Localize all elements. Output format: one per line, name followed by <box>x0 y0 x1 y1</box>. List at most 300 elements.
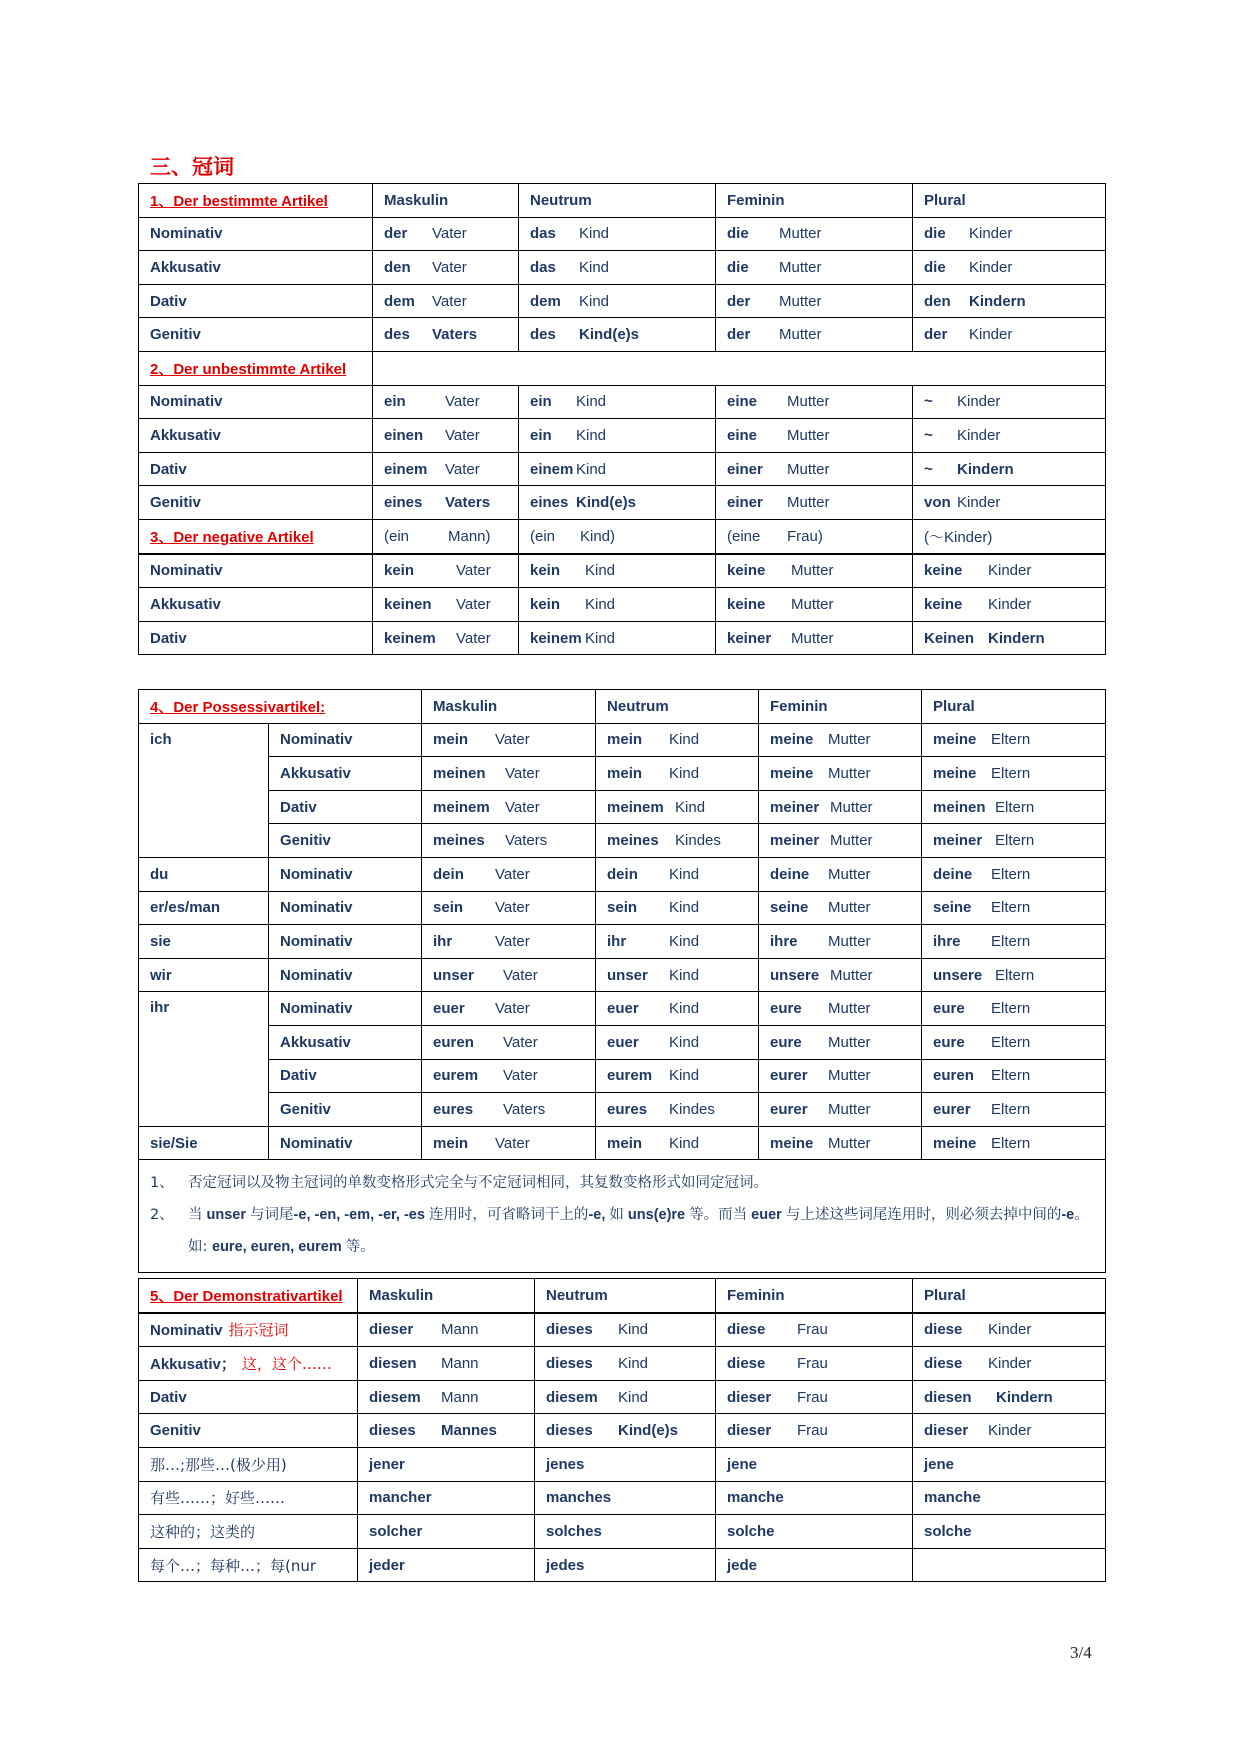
case-label <box>139 1347 358 1381</box>
noun-form: Vater <box>505 764 540 782</box>
pronoun-label: er/es/man <box>139 891 269 925</box>
declension-cell <box>596 925 759 959</box>
case-label: Genitiv <box>139 486 373 520</box>
declension-cell <box>358 1347 535 1381</box>
declension-cell <box>716 1347 913 1381</box>
example-cell <box>373 519 519 553</box>
note-fragment: eure, euren, eurem <box>212 1239 346 1256</box>
declension-cell <box>716 251 913 285</box>
article-form: einer <box>727 460 763 478</box>
table-row <box>139 1447 1106 1481</box>
declension-cell <box>716 1414 913 1448</box>
noun-form: Mann <box>441 1321 479 1339</box>
article-form: manche <box>716 1481 913 1515</box>
notes-cell <box>139 1160 1106 1273</box>
case-label: Nominativ <box>269 891 422 925</box>
article-form: kein <box>530 562 561 580</box>
case-label: Akkusativ <box>139 251 373 285</box>
demonstrative-table-body <box>139 1279 1106 1582</box>
article-form: meine <box>770 1134 814 1152</box>
table-row <box>139 992 1106 1026</box>
declension-cell <box>596 1126 759 1160</box>
declension-cell <box>519 318 716 352</box>
gender-header: Feminin <box>759 690 922 724</box>
declension-cell <box>535 1313 716 1347</box>
declension-cell <box>716 318 913 352</box>
article-form: meine <box>933 1134 977 1152</box>
note-fragment: 连用时，可省略词干上的 <box>428 1207 589 1224</box>
noun-form: Kind(e)s <box>579 326 639 344</box>
noun-form: Kind <box>669 1000 700 1018</box>
pronoun-label: ich <box>139 723 269 857</box>
pronoun-label: du <box>139 857 269 891</box>
table-row <box>139 1093 1106 1127</box>
article-form: eures <box>433 1100 474 1118</box>
noun-form: Mutter <box>828 1100 871 1118</box>
declension-cell <box>519 486 716 520</box>
noun-form: Mann <box>441 1388 479 1406</box>
noun-form: Eltern <box>995 832 1035 850</box>
article-form: diese <box>924 1354 963 1372</box>
declension-cell <box>913 452 1106 486</box>
declension-cell <box>913 251 1106 285</box>
article-form: keinem <box>530 629 582 647</box>
noun-form: Vater <box>432 258 467 276</box>
article-form: dein <box>607 865 638 883</box>
example-noun: Frau) <box>787 527 823 545</box>
gender-header: Feminin <box>716 184 913 218</box>
declension-cell <box>422 958 596 992</box>
article-form: die <box>727 258 749 276</box>
declension-cell <box>759 723 922 757</box>
declension-cell <box>596 958 759 992</box>
article-form: dem <box>384 292 415 310</box>
declension-cell <box>596 723 759 757</box>
declension-cell <box>358 1313 535 1347</box>
declension-cell <box>535 1414 716 1448</box>
case-label: Dativ <box>139 621 373 655</box>
demonstrative-table <box>138 1278 1106 1582</box>
article-form: solches <box>535 1515 716 1549</box>
declension-cell <box>759 958 922 992</box>
example-noun: Mann) <box>448 527 491 545</box>
article-form: keiner <box>727 629 772 647</box>
noun-form: Vater <box>456 562 491 580</box>
section-title: 4、Der Possessivartikel: <box>139 690 422 724</box>
noun-form: Frau <box>797 1388 828 1406</box>
noun-form: Eltern <box>995 798 1035 816</box>
noun-form: Kinder <box>957 393 1001 411</box>
declension-cell <box>422 1025 596 1059</box>
article-form: den <box>384 258 411 276</box>
possessive-table-body <box>139 690 1106 1273</box>
article-form: jene <box>913 1447 1106 1481</box>
note-fragment: 等。 <box>345 1239 375 1256</box>
article-form: mein <box>607 731 643 749</box>
case-label: Nominativ <box>269 992 422 1026</box>
noun-form: Mannes <box>441 1422 497 1440</box>
declension-cell <box>519 419 716 453</box>
noun-form: Kind <box>576 460 607 478</box>
table-row <box>139 790 1106 824</box>
noun-form: Vater <box>456 629 491 647</box>
declension-cell <box>759 925 922 959</box>
table-row <box>139 857 1106 891</box>
article-form: manches <box>535 1481 716 1515</box>
article-form: ein <box>384 393 406 411</box>
declension-cell <box>913 318 1106 352</box>
declension-cell <box>759 1025 922 1059</box>
noun-form: Kindes <box>675 832 721 850</box>
note-fragment: uns(e)re <box>623 1207 690 1224</box>
article-form: jede <box>716 1548 913 1582</box>
declension-cell <box>422 1059 596 1093</box>
noun-form: Eltern <box>991 1100 1031 1118</box>
case-label: Akkusativ <box>269 1025 422 1059</box>
declension-cell <box>759 992 922 1026</box>
article-form: euer <box>607 1033 639 1051</box>
table-row <box>139 1548 1106 1582</box>
article-form: unser <box>607 966 648 984</box>
article-form: dieser <box>924 1422 969 1440</box>
note-fragment: 如 <box>609 1207 624 1224</box>
article-form: einem <box>384 460 428 478</box>
declension-cell <box>922 857 1106 891</box>
example-article: (eine <box>727 527 761 545</box>
declension-cell <box>519 621 716 655</box>
note-2 <box>150 1199 1094 1263</box>
article-form: sein <box>607 899 638 917</box>
noun-form: Vater <box>503 1033 538 1051</box>
table-row <box>139 1347 1106 1381</box>
case-label: Genitiv <box>269 1093 422 1127</box>
declension-cell <box>358 1380 535 1414</box>
table-row <box>139 486 1106 520</box>
noun-form: Kind <box>669 932 700 950</box>
table-row <box>139 757 1106 791</box>
article-form: meines <box>607 832 659 850</box>
declension-cell <box>716 621 913 655</box>
article-form: meinen <box>933 798 986 816</box>
article-form: eines <box>384 494 423 512</box>
article-form: deine <box>770 865 810 883</box>
article-form: keine <box>924 562 963 580</box>
noun-form: Vater <box>432 225 467 243</box>
pronoun-label: ihr <box>139 992 269 1126</box>
article-form: euren <box>433 1033 474 1051</box>
declension-cell <box>716 1313 913 1347</box>
page-heading: 三、冠词 <box>150 155 234 179</box>
article-form: unsere <box>770 966 820 984</box>
example-article: (～ <box>924 528 944 546</box>
article-form: manche <box>913 1481 1106 1515</box>
article-form: euer <box>433 1000 465 1018</box>
article-form: euren <box>933 1067 974 1085</box>
article-form: ihr <box>433 932 453 950</box>
article-form: diesen <box>924 1388 972 1406</box>
declension-cell <box>922 790 1106 824</box>
noun-form: Frau <box>797 1354 828 1372</box>
noun-form: Kind <box>669 731 700 749</box>
noun-form: Kind <box>576 393 607 411</box>
noun-form: Eltern <box>991 1134 1031 1152</box>
declension-cell <box>759 790 922 824</box>
article-form: einem <box>530 460 574 478</box>
case-label: Dativ <box>269 1059 422 1093</box>
declension-cell <box>913 588 1106 622</box>
note-fragment: 。如: <box>188 1207 1089 1256</box>
declension-cell <box>422 723 596 757</box>
article-form: unser <box>433 966 474 984</box>
declension-cell <box>596 992 759 1026</box>
noun-form: Mutter <box>828 764 871 782</box>
declension-cell <box>759 824 922 858</box>
note-fragment: -e, <box>588 1207 610 1224</box>
note-fragment: 与上述这些词尾连用时，则必须去掉中间的 <box>785 1207 1062 1224</box>
case-label: Nominativ <box>269 857 422 891</box>
declension-cell <box>922 925 1106 959</box>
note-fragment: 等。而当 <box>689 1207 748 1224</box>
noun-form: Vater <box>445 393 480 411</box>
article-form: eurer <box>770 1100 808 1118</box>
gender-header: Maskulin <box>422 690 596 724</box>
article-form: meine <box>770 731 814 749</box>
article-form: das <box>530 225 556 243</box>
article-form: mancher <box>358 1481 535 1515</box>
case-label: Dativ <box>269 790 422 824</box>
noun-form: Kind(e)s <box>576 494 636 512</box>
article-form: solche <box>716 1515 913 1549</box>
case-label: Akkusativ <box>139 419 373 453</box>
section-title: 2、Der unbestimmte Artikel <box>139 351 373 385</box>
noun-form: Mutter <box>830 832 873 850</box>
article-form: dieser <box>727 1422 772 1440</box>
table-row <box>139 284 1106 318</box>
noun-form: Eltern <box>991 865 1031 883</box>
declension-cell <box>913 217 1106 251</box>
table-row <box>139 1025 1106 1059</box>
noun-form: Kind <box>579 225 610 243</box>
table-row <box>139 723 1106 757</box>
noun-form: Kindern <box>988 629 1045 647</box>
case-label: Nominativ <box>269 1126 422 1160</box>
declension-cell <box>922 891 1106 925</box>
noun-form: Mutter <box>828 1134 871 1152</box>
article-form: dieses <box>546 1422 593 1440</box>
note-fragment: unser <box>202 1207 251 1224</box>
table-row <box>139 385 1106 419</box>
noun-form: Mutter <box>787 460 830 478</box>
pronoun-label: wir <box>139 958 269 992</box>
table-row <box>139 1059 1106 1093</box>
noun-form: Kind <box>585 562 616 580</box>
declension-cell <box>922 824 1106 858</box>
note-fragment: euer <box>747 1207 786 1224</box>
page-number: 3/4 <box>1070 1643 1092 1662</box>
noun-form: Mann <box>441 1354 479 1372</box>
noun-form: Mutter <box>828 1000 871 1018</box>
article-form: dein <box>433 865 464 883</box>
article-form: diesem <box>369 1388 421 1406</box>
noun-form: Mutter <box>830 966 873 984</box>
table-row <box>139 452 1106 486</box>
declension-cell <box>596 824 759 858</box>
noun-form: Kind(e)s <box>618 1422 678 1440</box>
article-form: diesem <box>546 1388 598 1406</box>
declension-cell <box>519 554 716 588</box>
noun-form: Kinder <box>988 595 1032 613</box>
article-form: ~ <box>924 393 933 411</box>
noun-form: Mutter <box>779 326 822 344</box>
article-form: dieses <box>546 1321 593 1339</box>
article-form: meiner <box>933 832 983 850</box>
article-form: ihr <box>607 932 627 950</box>
article-form: mein <box>433 731 469 749</box>
noun-form: Kind <box>669 1033 700 1051</box>
declension-cell <box>913 1380 1106 1414</box>
case-label: Genitiv <box>139 318 373 352</box>
noun-form: Mutter <box>828 1033 871 1051</box>
gender-header: Plural <box>913 1279 1106 1313</box>
table-row <box>139 1380 1106 1414</box>
declension-cell <box>422 992 596 1026</box>
case-name: Akkusativ； <box>150 1355 236 1373</box>
declension-cell <box>759 1126 922 1160</box>
declension-cell <box>596 790 759 824</box>
article-form: einer <box>727 494 763 512</box>
article-form: dieser <box>727 1388 772 1406</box>
case-label: Dativ <box>139 452 373 486</box>
declension-cell <box>922 723 1106 757</box>
article-form: ein <box>530 393 552 411</box>
case-label: Nominativ <box>139 385 373 419</box>
noun-form: Kind <box>669 966 700 984</box>
declension-cell <box>519 452 716 486</box>
declension-cell <box>535 1347 716 1381</box>
declension-cell <box>373 554 519 588</box>
article-form: meinen <box>433 764 486 782</box>
article-form: eurer <box>770 1067 808 1085</box>
gender-header: Maskulin <box>373 184 519 218</box>
declension-cell <box>922 1025 1106 1059</box>
declension-cell <box>373 251 519 285</box>
case-label: Genitiv <box>269 824 422 858</box>
noun-form: Vater <box>505 798 540 816</box>
gender-header: Neutrum <box>596 690 759 724</box>
declension-cell <box>373 217 519 251</box>
noun-form: Kinder <box>988 1354 1032 1372</box>
declension-cell <box>759 891 922 925</box>
section-title: 5、Der Demonstrativartikel <box>139 1279 358 1313</box>
table-row <box>139 251 1106 285</box>
article-form: meinem <box>607 798 664 816</box>
declension-cell <box>922 992 1106 1026</box>
article-form: keinen <box>384 595 432 613</box>
declension-cell <box>922 958 1106 992</box>
noun-form: Mutter <box>828 865 871 883</box>
section-title: 1、Der bestimmte Artikel <box>139 184 373 218</box>
article-form: kein <box>530 595 561 613</box>
pronoun-label: sie <box>139 925 269 959</box>
case-label: Akkusativ <box>269 757 422 791</box>
noun-form: Eltern <box>991 1033 1031 1051</box>
declension-cell <box>922 1059 1106 1093</box>
noun-form: Mutter <box>828 731 871 749</box>
noun-form: Frau <box>797 1321 828 1339</box>
declension-cell <box>373 318 519 352</box>
noun-form: Mutter <box>828 932 871 950</box>
noun-form: Kinder <box>957 426 1001 444</box>
declension-cell <box>596 757 759 791</box>
declension-cell <box>913 284 1106 318</box>
table-row <box>139 588 1106 622</box>
article-table-1 <box>138 183 1106 655</box>
declension-cell <box>519 284 716 318</box>
declension-cell <box>373 452 519 486</box>
article-form: der <box>924 326 948 344</box>
declension-cell <box>422 790 596 824</box>
article-form: Keinen <box>924 629 975 647</box>
article-form: dieser <box>369 1321 414 1339</box>
table-row <box>139 891 1106 925</box>
declension-cell <box>716 1380 913 1414</box>
declension-cell <box>913 419 1106 453</box>
declension-cell <box>422 1093 596 1127</box>
declension-cell <box>759 857 922 891</box>
article-form: eines <box>530 494 569 512</box>
declension-cell <box>596 891 759 925</box>
article-form: seine <box>770 899 809 917</box>
declension-cell <box>759 757 922 791</box>
noun-form: Vater <box>495 932 530 950</box>
article-form: sein <box>433 899 464 917</box>
note-1 <box>150 1167 1094 1199</box>
article-form: diese <box>727 1354 766 1372</box>
noun-form: Mutter <box>787 393 830 411</box>
gender-header: Neutrum <box>535 1279 716 1313</box>
note-number: 2、 <box>150 1207 174 1224</box>
declension-cell <box>922 1126 1106 1160</box>
note-text: 否定冠词以及物主冠词的单数变格形式完全与不定冠词相同，其复数变格形式如同定冠词。 <box>188 1175 768 1192</box>
noun-form: Mutter <box>779 292 822 310</box>
declension-cell <box>759 1093 922 1127</box>
noun-form: Mutter <box>779 225 822 243</box>
noun-form: Vater <box>495 899 530 917</box>
noun-form: Vater <box>503 1067 538 1085</box>
article-form: eures <box>607 1100 648 1118</box>
article-form: meinem <box>433 798 490 816</box>
noun-form: Mutter <box>791 595 834 613</box>
noun-form: Eltern <box>991 764 1031 782</box>
declension-cell <box>422 891 596 925</box>
noun-form: Mutter <box>791 629 834 647</box>
case-name: Genitiv <box>150 1422 201 1440</box>
declension-cell <box>422 824 596 858</box>
noun-form: Kinder <box>988 562 1032 580</box>
declension-cell <box>922 1093 1106 1127</box>
table-row <box>139 824 1106 858</box>
declension-cell <box>422 757 596 791</box>
declension-cell <box>519 588 716 622</box>
meaning-label: 每个…；每种…；每(nur <box>139 1548 358 1582</box>
article-form: keine <box>924 595 963 613</box>
table-row <box>139 217 1106 251</box>
table-row <box>139 1481 1106 1515</box>
note-fragment: -e <box>1061 1207 1075 1224</box>
gender-header: Neutrum <box>519 184 716 218</box>
section-title: 3、Der negative Artikel <box>139 519 373 553</box>
example-cell <box>519 519 716 553</box>
